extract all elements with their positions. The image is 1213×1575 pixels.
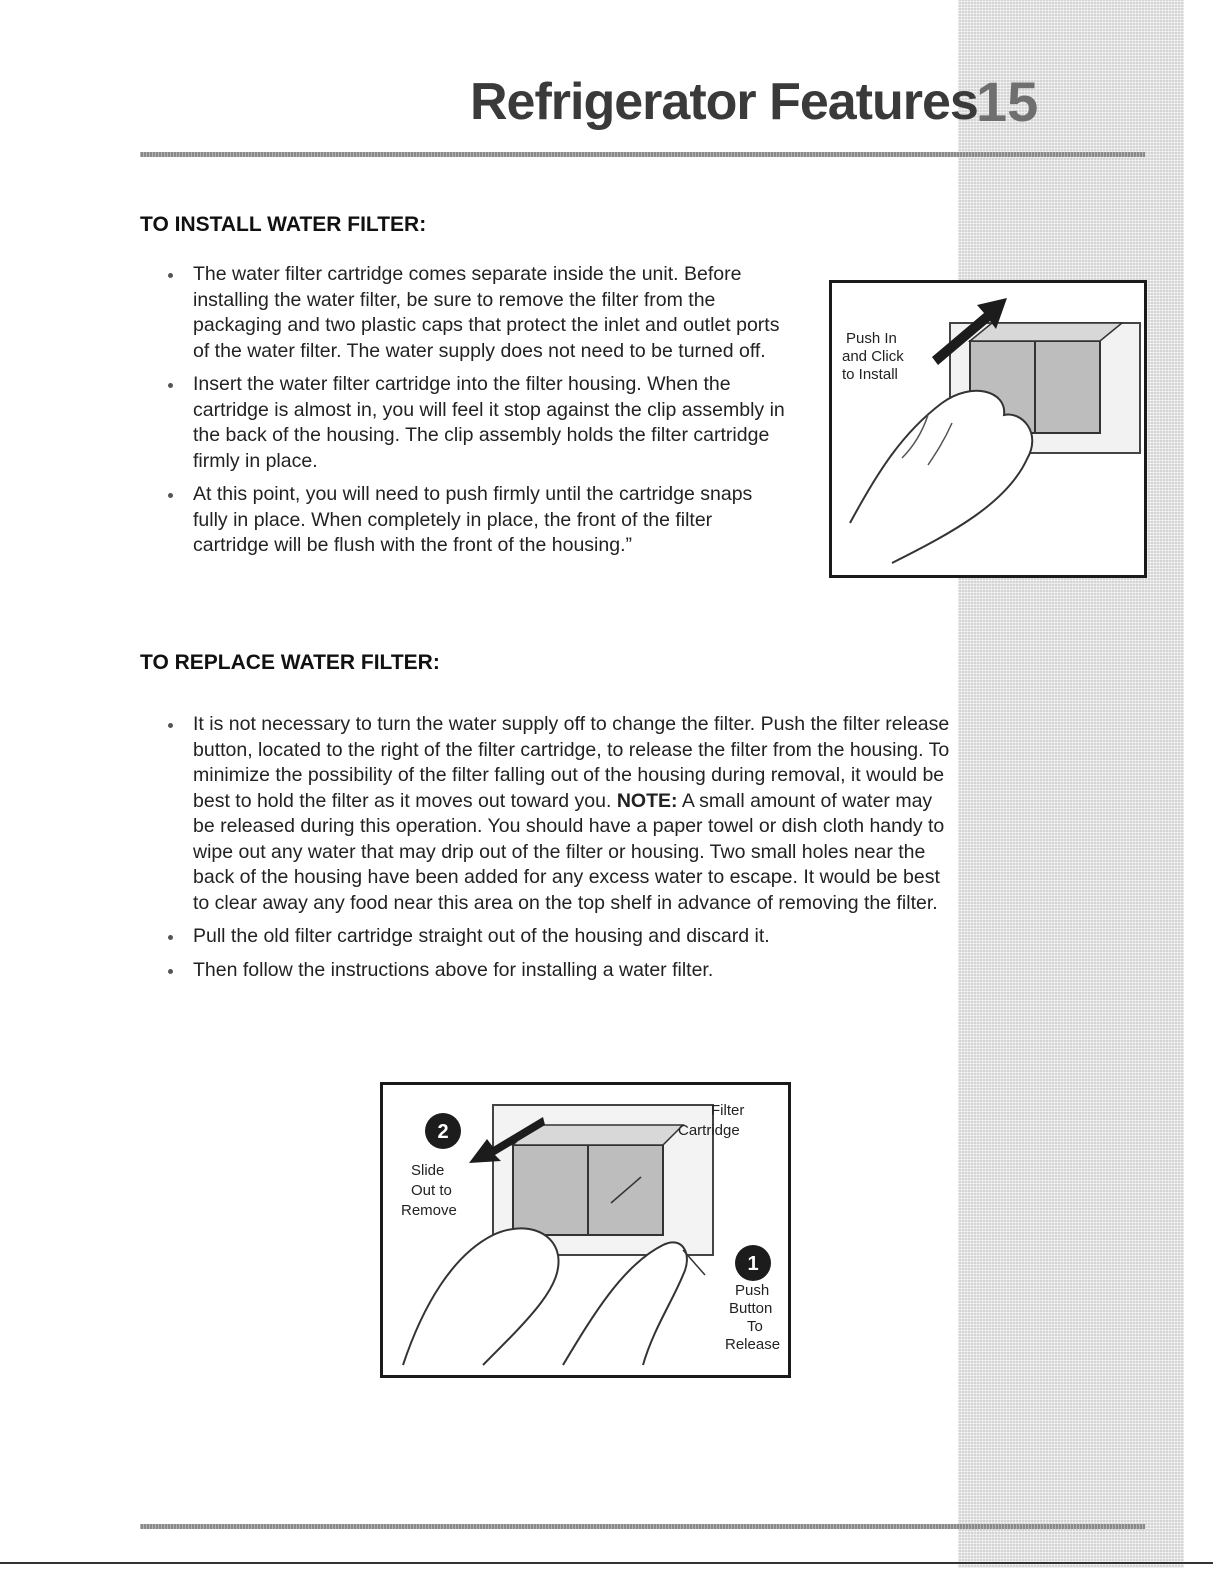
- step-1-label-line2: Button: [729, 1300, 773, 1317]
- replace-illustration-drawing: [383, 1085, 788, 1375]
- install-figure-label-line3: to Install: [842, 366, 898, 383]
- step-2-label-line3: Remove: [401, 1202, 457, 1219]
- install-figure-label-line2: and Click: [842, 348, 904, 365]
- install-filter-illustration: [829, 280, 1147, 578]
- cartridge-label-line2: Cartridge: [678, 1122, 740, 1139]
- step-1-label-line4: Release: [725, 1336, 781, 1353]
- replace-bullet-1: [167, 712, 957, 916]
- header-rule: [140, 152, 1145, 157]
- install-illustration-drawing: [832, 283, 1144, 575]
- replace-bullet-list: [167, 712, 957, 991]
- cartridge-label-line1: Filter: [711, 1102, 745, 1119]
- install-heading: TO INSTALL WATER FILTER:: [140, 213, 427, 236]
- page-title: Refrigerator Features: [470, 73, 978, 131]
- page-bottom-line: [0, 1562, 1213, 1564]
- left-hand-icon: [403, 1228, 559, 1365]
- right-hand-icon: [563, 1242, 687, 1365]
- replace-heading: TO REPLACE WATER FILTER:: [140, 651, 440, 674]
- step-2-number: 2: [437, 1121, 449, 1143]
- decorative-side-band: [958, 0, 1184, 1568]
- step-2-label-line1: Slide: [411, 1162, 445, 1179]
- install-bullet-1: The water filter cartridge comes separate inside the unit. Before installing the water filter, be sure to remove the filter from the packaging and two plastic caps that protect the inlet and outlet ports of the water filter. The water supply does not need to be turned off.: [167, 262, 792, 364]
- step-2-label-line2: Out to: [411, 1182, 452, 1199]
- step-1-number: 1: [747, 1253, 759, 1275]
- replace-bullet-3: Then follow the instructions above for installing a water filter.: [167, 958, 957, 984]
- install-bullet-3: At this point, you will need to push firmly until the cartridge snaps fully in place. When completely in place, the front of the filter cartridge will be flush with the front of the housing.”: [167, 482, 792, 559]
- step-1-label-line3: To: [747, 1318, 763, 1335]
- replace-bullet-2: Pull the old filter cartridge straight out of the housing and discard it.: [167, 924, 957, 950]
- note-label: NOTE:: [616, 789, 678, 812]
- page-number: 15: [976, 70, 1039, 133]
- replace-bullet-1-text-b: A small amount of water may be released during this operation. You should have a paper towel or dish cloth handy to wipe out any water that may drip out of the filter or housing. Two small holes near the back of the housing have been added for any excess water to escape. It would be best to clear away any food near this area on the top shelf in advance of removing the filter.: [193, 789, 945, 914]
- footer-rule: [140, 1524, 1145, 1529]
- step-1-label-line1: Push: [735, 1282, 770, 1299]
- replace-filter-illustration: [380, 1082, 791, 1378]
- install-bullet-list: [167, 262, 792, 567]
- install-bullet-2: Insert the water filter cartridge into the filter housing. When the cartridge is almost in, you will feel it stop against the clip assembly in the back of the housing. The clip assembly holds the filter cartridge firmly in place.: [167, 372, 792, 474]
- install-figure-label-line1: Push In: [846, 330, 897, 347]
- hand-icon: [850, 391, 1032, 563]
- replace-bullet-1-text-a: It is not necessary to turn the water supply off to change the filter. Push the filter release button, located to the right of the filter cartridge, to release the filter from the housing. To minimize the possibility of the filter falling out of the housing during removal, it would be best to hold the filter as it moves out toward you.: [193, 713, 950, 812]
